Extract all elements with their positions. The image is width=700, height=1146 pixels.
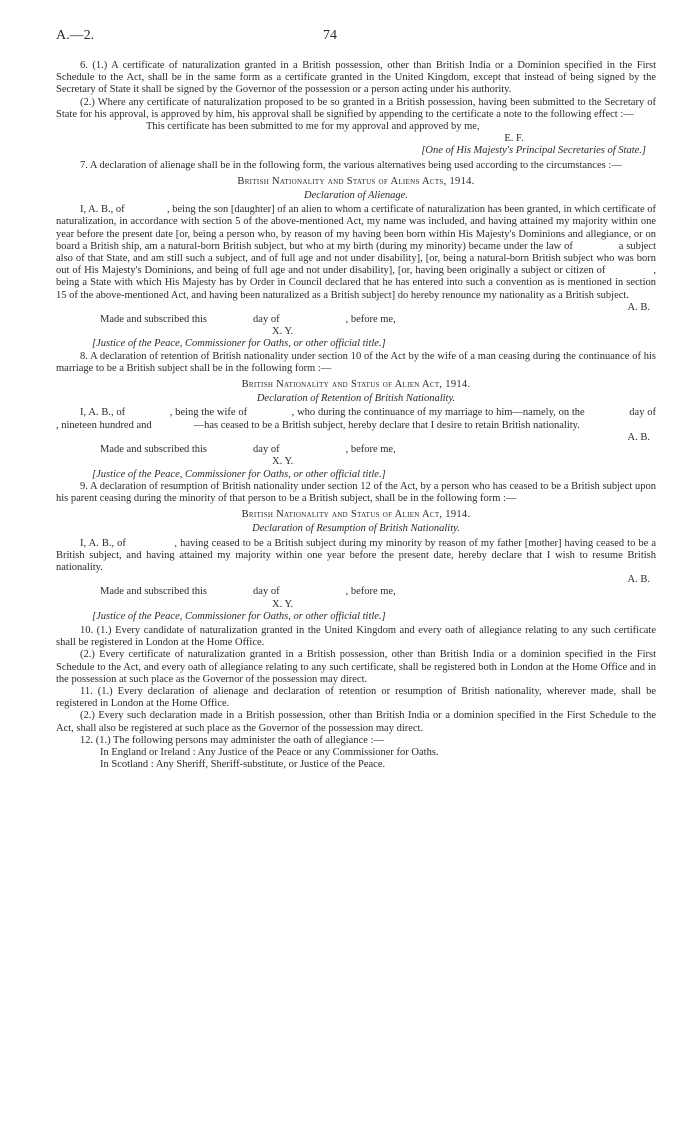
signature-ab: A. B. [627, 431, 650, 443]
approval-note: This certificate has been submitted to me for my approval and approved by me, [146, 121, 480, 133]
clause-8-intro: 8. A declaration of retention of British nationality under section 10 of the Act by the wife of a man ceasing during the continuance of his marriage to be a British subject shall be in the following form :— [56, 350, 656, 374]
clause-7-subheading: Declaration of Alienage. [304, 190, 408, 202]
retention-declaration-body: I, A. B., of , being the wife of , who during the continuance of my marriage to him—namely, on the day of , nineteen hundred and —has ceased to be a British subject, hereby declare that I desire to retain British nationality. [56, 407, 698, 431]
clause-8-heading: British Nationality and Status of Alien Act, 1914. [241, 379, 471, 391]
signature-ab: A. B. [627, 301, 650, 313]
clause-11-2: (2.) Every such declaration made in a British possession, other than British India or a dominion specified in the First Schedule to the Act, shall also be registered at such place as the Governor of the possession may direct. [56, 710, 656, 734]
signature-ef: E. F. [504, 133, 524, 145]
clause-7-intro: 7. A declaration of alienage shall be in the following form, the various alternatives being used according to the circumstances :— [80, 159, 622, 171]
clause-10-1: 10. (1.) Every candidate of naturalization granted in the United Kingdom and every oath of allegiance relating to any such certificate shall be registered in London at the Home Office. [56, 624, 656, 649]
clause-6-2: (2.) Where any certificate of naturalization proposed to be so granted in a British possession, having been submitted to the Secretary of State for his approval, is approved by him, his approval shall be signified by appending to the certificate a note to the following effect :— [56, 96, 656, 120]
clause-9-heading: British Nationality and Status of Alien Act, 1914. [241, 509, 471, 521]
alienage-declaration-body: I, A. B., of , being the son [daughter] of an alien to whom a certificate of naturalization has been granted, in which certificate of naturalization, in accordance with section 5 of the above-mentioned Act, my name was included, and having attained my majority within one year before the present date [or, being a person who, by reason of my having been born within His Majesty's Dominions and allegiance, or on board a British ship, am a natural-born British subject, but who at my birth (during my minority) became under the law of a subject also of that State, and am still such a subject, and of full age and not under disability], [or, being a natural-born British subject who was born out of His Majesty's Dominions, and being of full age and not under disability], [or, having been originally a subject or citizen of , being a State with which His Majesty has by Order in Council declared that he has entered into such a convention as is mentioned in section 15 of the above-mentioned Act, and having been naturalized as a British subject] do hereby renounce my nationality as a British subject. [56, 204, 659, 301]
clause-10-2: (2.) Every certificate of naturalization granted in a British possession, other than British India or a dominion specified in the First Schedule to the Act, and every oath of allegiance relating to any such certificate, shall be registered both in London at the Home Office and in the possession at such place as the Governor of the possession may direct. [56, 649, 656, 685]
witness-xy: X. Y. [272, 456, 294, 468]
document-reference: A.—2. [56, 28, 95, 43]
official-title: [Justice of the Peace, Commissioner for Oaths, or other official title.] [92, 468, 386, 480]
clause-9-subheading: Declaration of Resumption of British Nationality. [252, 523, 460, 535]
clause-9-intro: 9. A declaration of resumption of British nationality under section 12 of the Act, by a person who has ceased to be a British subject upon his parent ceasing during the minority of that person to be a British subject, shall be in the following form :— [56, 480, 656, 504]
clause-6-1: 6. (1.) A certificate of naturalization granted in a British possession, other than British India or a Dominion specified in the First Schedule to the Act, shall be in the same form as a certificate granted in the United Kingdom, except that instead of being signed by the Secretary of State it shall be signed by the Governor of the possession or a person acting under his authority. [56, 60, 656, 96]
clause-7-heading: British Nationality and Status of Aliens Acts, 1914. [237, 175, 475, 187]
clause-12-1: 12. (1.) The following persons may administer the oath of allegiance :— [80, 734, 384, 746]
clause-11-1: 11. (1.) Every declaration of alienage and declaration of retention or resumption of British nationality, wherever made, shall be registered in London at the Home Office. [56, 685, 656, 710]
made-subscribed-line: Made and subscribed this day of , before me, [100, 314, 396, 326]
official-title: [Justice of the Peace, Commissioner for Oaths, or other official title.] [92, 338, 386, 350]
clause-8-subheading: Declaration of Retention of British Nationality. [256, 393, 456, 405]
clause-12-scotland: In Scotland : Any Sheriff, Sheriff-substitute, or Justice of the Peace. [100, 759, 386, 771]
secretary-title: [One of His Majesty's Principal Secretaries of State.] [421, 145, 646, 157]
resumption-declaration-body: I, A. B., of , having ceased to be a British subject during my minority by reason of my father [mother] having ceased to be a British subject, and having attained my majority within one year before the present date, hereby declare that I wish to resume British nationality. [56, 537, 659, 573]
official-title: [Justice of the Peace, Commissioner for Oaths, or other official title.] [92, 610, 386, 622]
page-number: 74 [323, 28, 337, 43]
made-subscribed-line: Made and subscribed this day of , before me, [100, 586, 396, 598]
clause-12-england: In England or Ireland : Any Justice of the Peace or any Commissioner for Oaths. [100, 746, 439, 758]
page-header [56, 28, 656, 44]
made-subscribed-line: Made and subscribed this day of , before me, [100, 444, 396, 456]
signature-ab: A. B. [627, 574, 650, 586]
witness-xy: X. Y. [272, 326, 294, 338]
witness-xy: X. Y. [272, 598, 294, 610]
